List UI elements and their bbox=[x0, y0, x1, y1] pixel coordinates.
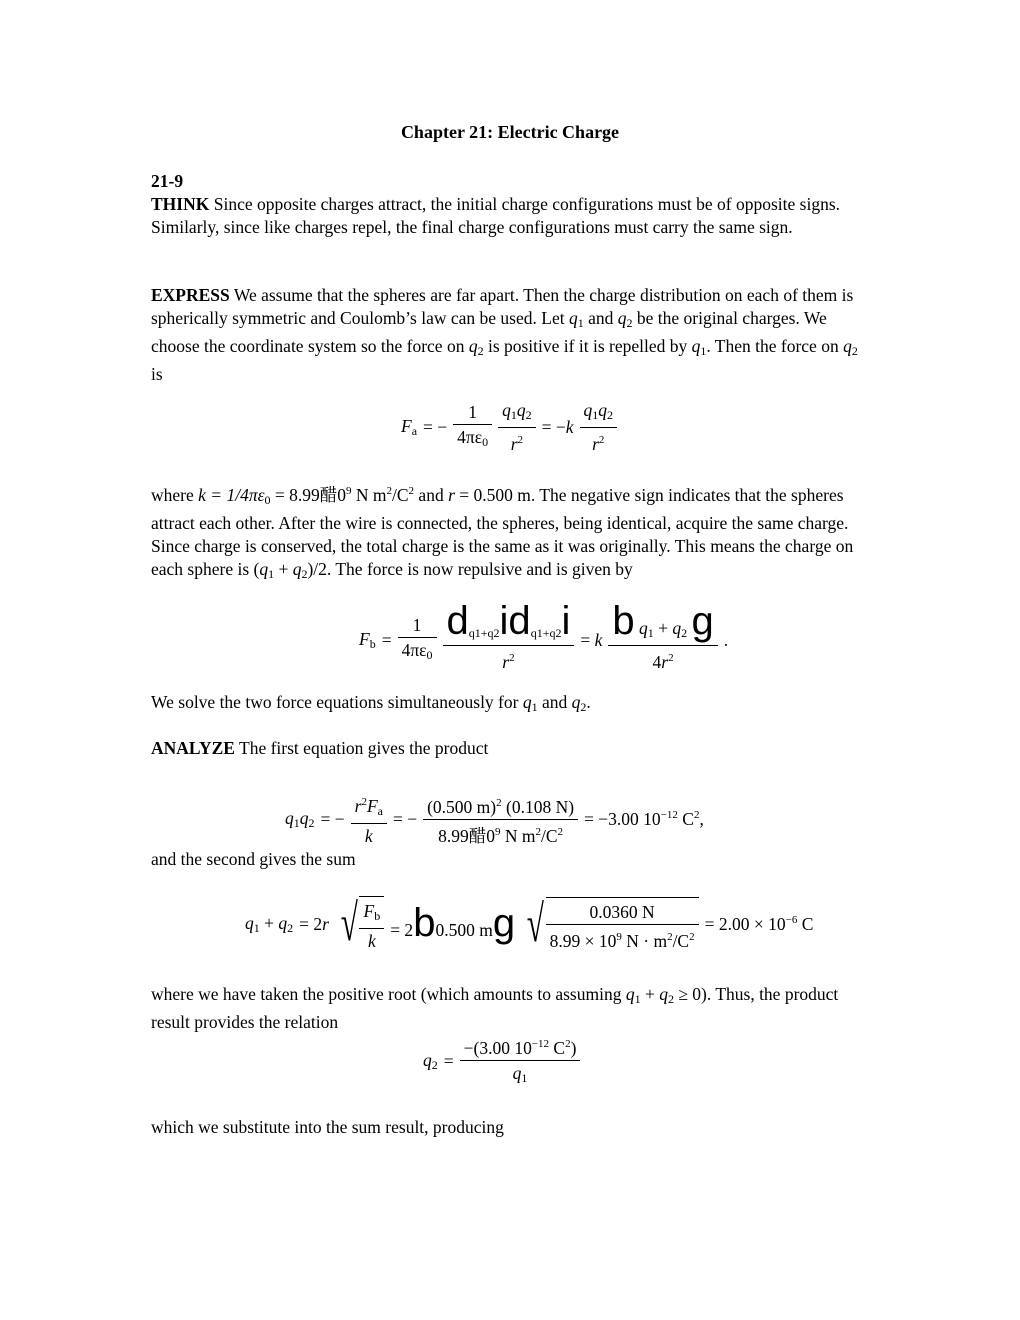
equation-force-b: $F_b$ = $\frac{1}{4\pi\varepsilon_0}$ $\frac{d_{q1+q2}id_{q1+q2}i}{r^2}$ = k $\frac{b q_1 + q_2 g}{4r^2}$ . bbox=[359, 599, 729, 672]
express-paragraph: EXPRESS We assume that the spheres are far apart. Then the charge distribution on each of them is spherically symmetric and Coulomb’s law can be used. Let $q_1$ and $q_2$ be the original charges. We choose the coordinate system so the force on $q_2$ is positive if it is repelled by $q_1$. Then the force on $q_2$ is bbox=[151, 285, 858, 384]
where-k-paragraph: where $k = 1/4\pi\varepsilon_0 = 8.99$醋$0^9$ N $m^2/C^2$ and r = 0.500 m. The negative sign indicates that the spheres attract each other. After the wire is connected, the spheres, being identical, acquire the same charge. Since charge is conserved, the total charge is the same as it was originally. This means the charge on each sphere is $(q_1 + q_2)/2$. The force is now repulsive and is given by bbox=[151, 485, 854, 581]
substitute-paragraph: which we substitute into the sum result, producing bbox=[151, 1117, 504, 1137]
equation-q2-relation: $q_2$ = $\frac{-(3.00 10^{-12} C^2)}{q_1}$ bbox=[420, 1032, 583, 1090]
analyze-label: ANALYZE bbox=[151, 738, 235, 758]
equation-sum: $q_1 + q_2$ = 2r √ $\frac{F_b}{k}$ = 2b0.500 mg √ $\frac{0.0360 N}{8.99 \times 10^9 N \cdot m^2/C^2}$ = $2.00 \times 10^{-6}$ C bbox=[245, 895, 814, 953]
solve-paragraph: We solve the two force equations simultaneously for $q_1$ and $q_2$. bbox=[151, 692, 591, 714]
equation-product: $q_1q_2$ = − $\frac{r^2F_a}{k}$ = − $\frac{(0.500 m)^2 (0.108 N)}{8.99醋0^9 N m^2/C^2}$ = −3.00 $10^{-12}$ $C^2$, bbox=[282, 790, 707, 848]
think-label: THINK bbox=[151, 194, 210, 214]
positive-root-paragraph: where we have taken the positive root (which amounts to assuming $q_1 + q_2 \ge 0$). Thus, the product result provides the relation bbox=[151, 984, 839, 1032]
analyze-paragraph: ANALYZE The first equation gives the product bbox=[151, 738, 489, 758]
equation-force-a: $F_a$ = − $\frac{1}{4\pi\varepsilon_0}$ $\frac{q_1q_2}{r^2}$ = −k $\frac{q_1q_2}{r^2}$ bbox=[398, 398, 620, 456]
problem-number: 21-9 bbox=[151, 171, 184, 191]
think-paragraph: THINK Since opposite charges attract, the initial charge configurations must be of opposite signs. Similarly, since like charges repel, the final charge configurations must carry the same sign. bbox=[151, 194, 841, 237]
second-sum-paragraph: and the second gives the sum bbox=[151, 849, 356, 869]
express-label: EXPRESS bbox=[151, 285, 230, 305]
page-title: Chapter 21: Electric Charge bbox=[400, 122, 620, 142]
